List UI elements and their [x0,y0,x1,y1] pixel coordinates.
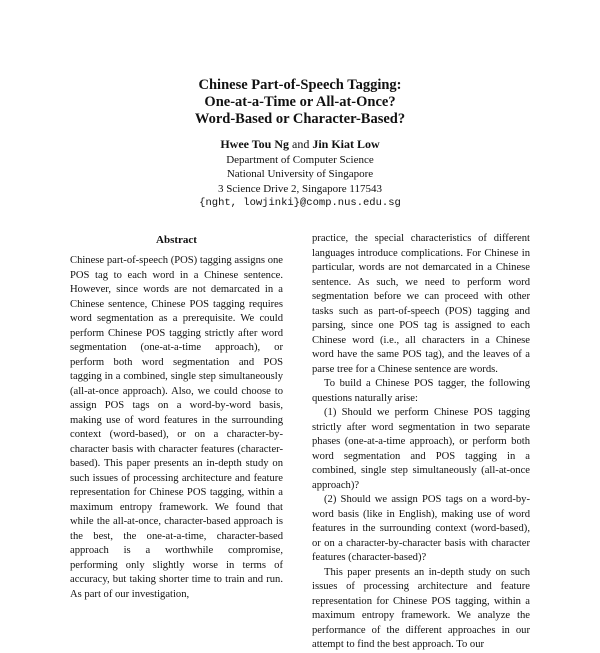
author-1: Hwee Tou Ng [220,137,289,151]
university: National University of Singapore [226,168,374,180]
author-conjunction: and [292,137,310,151]
intro-column [312,232,530,653]
intro-paragraph-3: (1) Should we perform Chinese POS tagging strictly after word segmentation in two separate phases (one-at-a-time approach), or perform both word segmentation and POS tagging in a combined, single step simultaneously (all-at-once approach)? [312,407,530,491]
abstract-column [70,254,283,602]
author-block [0,137,600,211]
title-line-1: Chinese Part-of-Speech Tagging: [198,77,402,93]
paper-title [0,77,600,128]
abstract-text: Chinese part-of-speech (POS) tagging assigns one POS tag to each word in a Chinese sentence. However, since words are not demarcated in a Chinese sentence, Chinese POS tagging requires word segmentation as a prerequisite. We could perform Chinese POS tagging strictly after word segmentation (one-at-a-time approach), or perform both word segmentation and POS tagging in a combined, single step simultaneously (all-at-once approach). Also, we could choose to assign POS tags on a word-by-word basis, making use of word features in the surrounding context (word-based), or on a character-by-character basis with character features (character-based). This paper presents an in-depth study on such issues of processing architecture and feature representation for Chinese POS tagging, within a maximum entropy framework. We found that while the all-at-once, character-based approach is the best, the one-at-a-time, character-based approach is a worthwhile compromise, performing only slightly worse in terms of accuracy, but taking shorter time to train and run. As part of our investigation, [70,255,283,600]
abstract-heading: Abstract [156,234,197,246]
author-2: Jin Kiat Low [312,137,380,151]
title-line-3: Word-Based or Character-Based? [194,111,406,127]
email: {nght, lowjinki}@comp.nus.edu.sg [199,197,401,209]
intro-paragraph-1: practice, the special characteristics of different languages introduce complications. For Chinese in particular, words are not demarcated in a Chinese sentence. As such, we need to perform word segmentation before we can proceed with other tasks such as part-of-speech (POS) tagging and parsing, since one POS tag is assigned to each Chinese word (i.e., all characters in a Chinese word have the same POS tag), and the leaves of a parse tree for a Chinese sentence are words. [312,233,530,375]
author-names [0,137,600,152]
title-line-2: One-at-a-Time or All-at-Once? [204,94,396,110]
intro-paragraph-2: To build a Chinese POS tagger, the following questions naturally arise: [312,378,530,404]
address: 3 Science Drive 2, Singapore 117543 [218,182,382,195]
department: Department of Computer Science [226,153,374,166]
intro-paragraph-4: (2) Should we assign POS tags on a word-by-word basis (like in English), making use of word features in the surrounding context (word-based), or on a character-by-character basis with character features (character-based)? [312,494,530,563]
intro-paragraph-5: This paper presents an in-depth study on such issues of processing architecture and feature representation for Chinese POS tagging, within a maximum entropy framework. We analyze the performance of the different approaches in our attempt to find the best approach. To our [312,566,530,650]
